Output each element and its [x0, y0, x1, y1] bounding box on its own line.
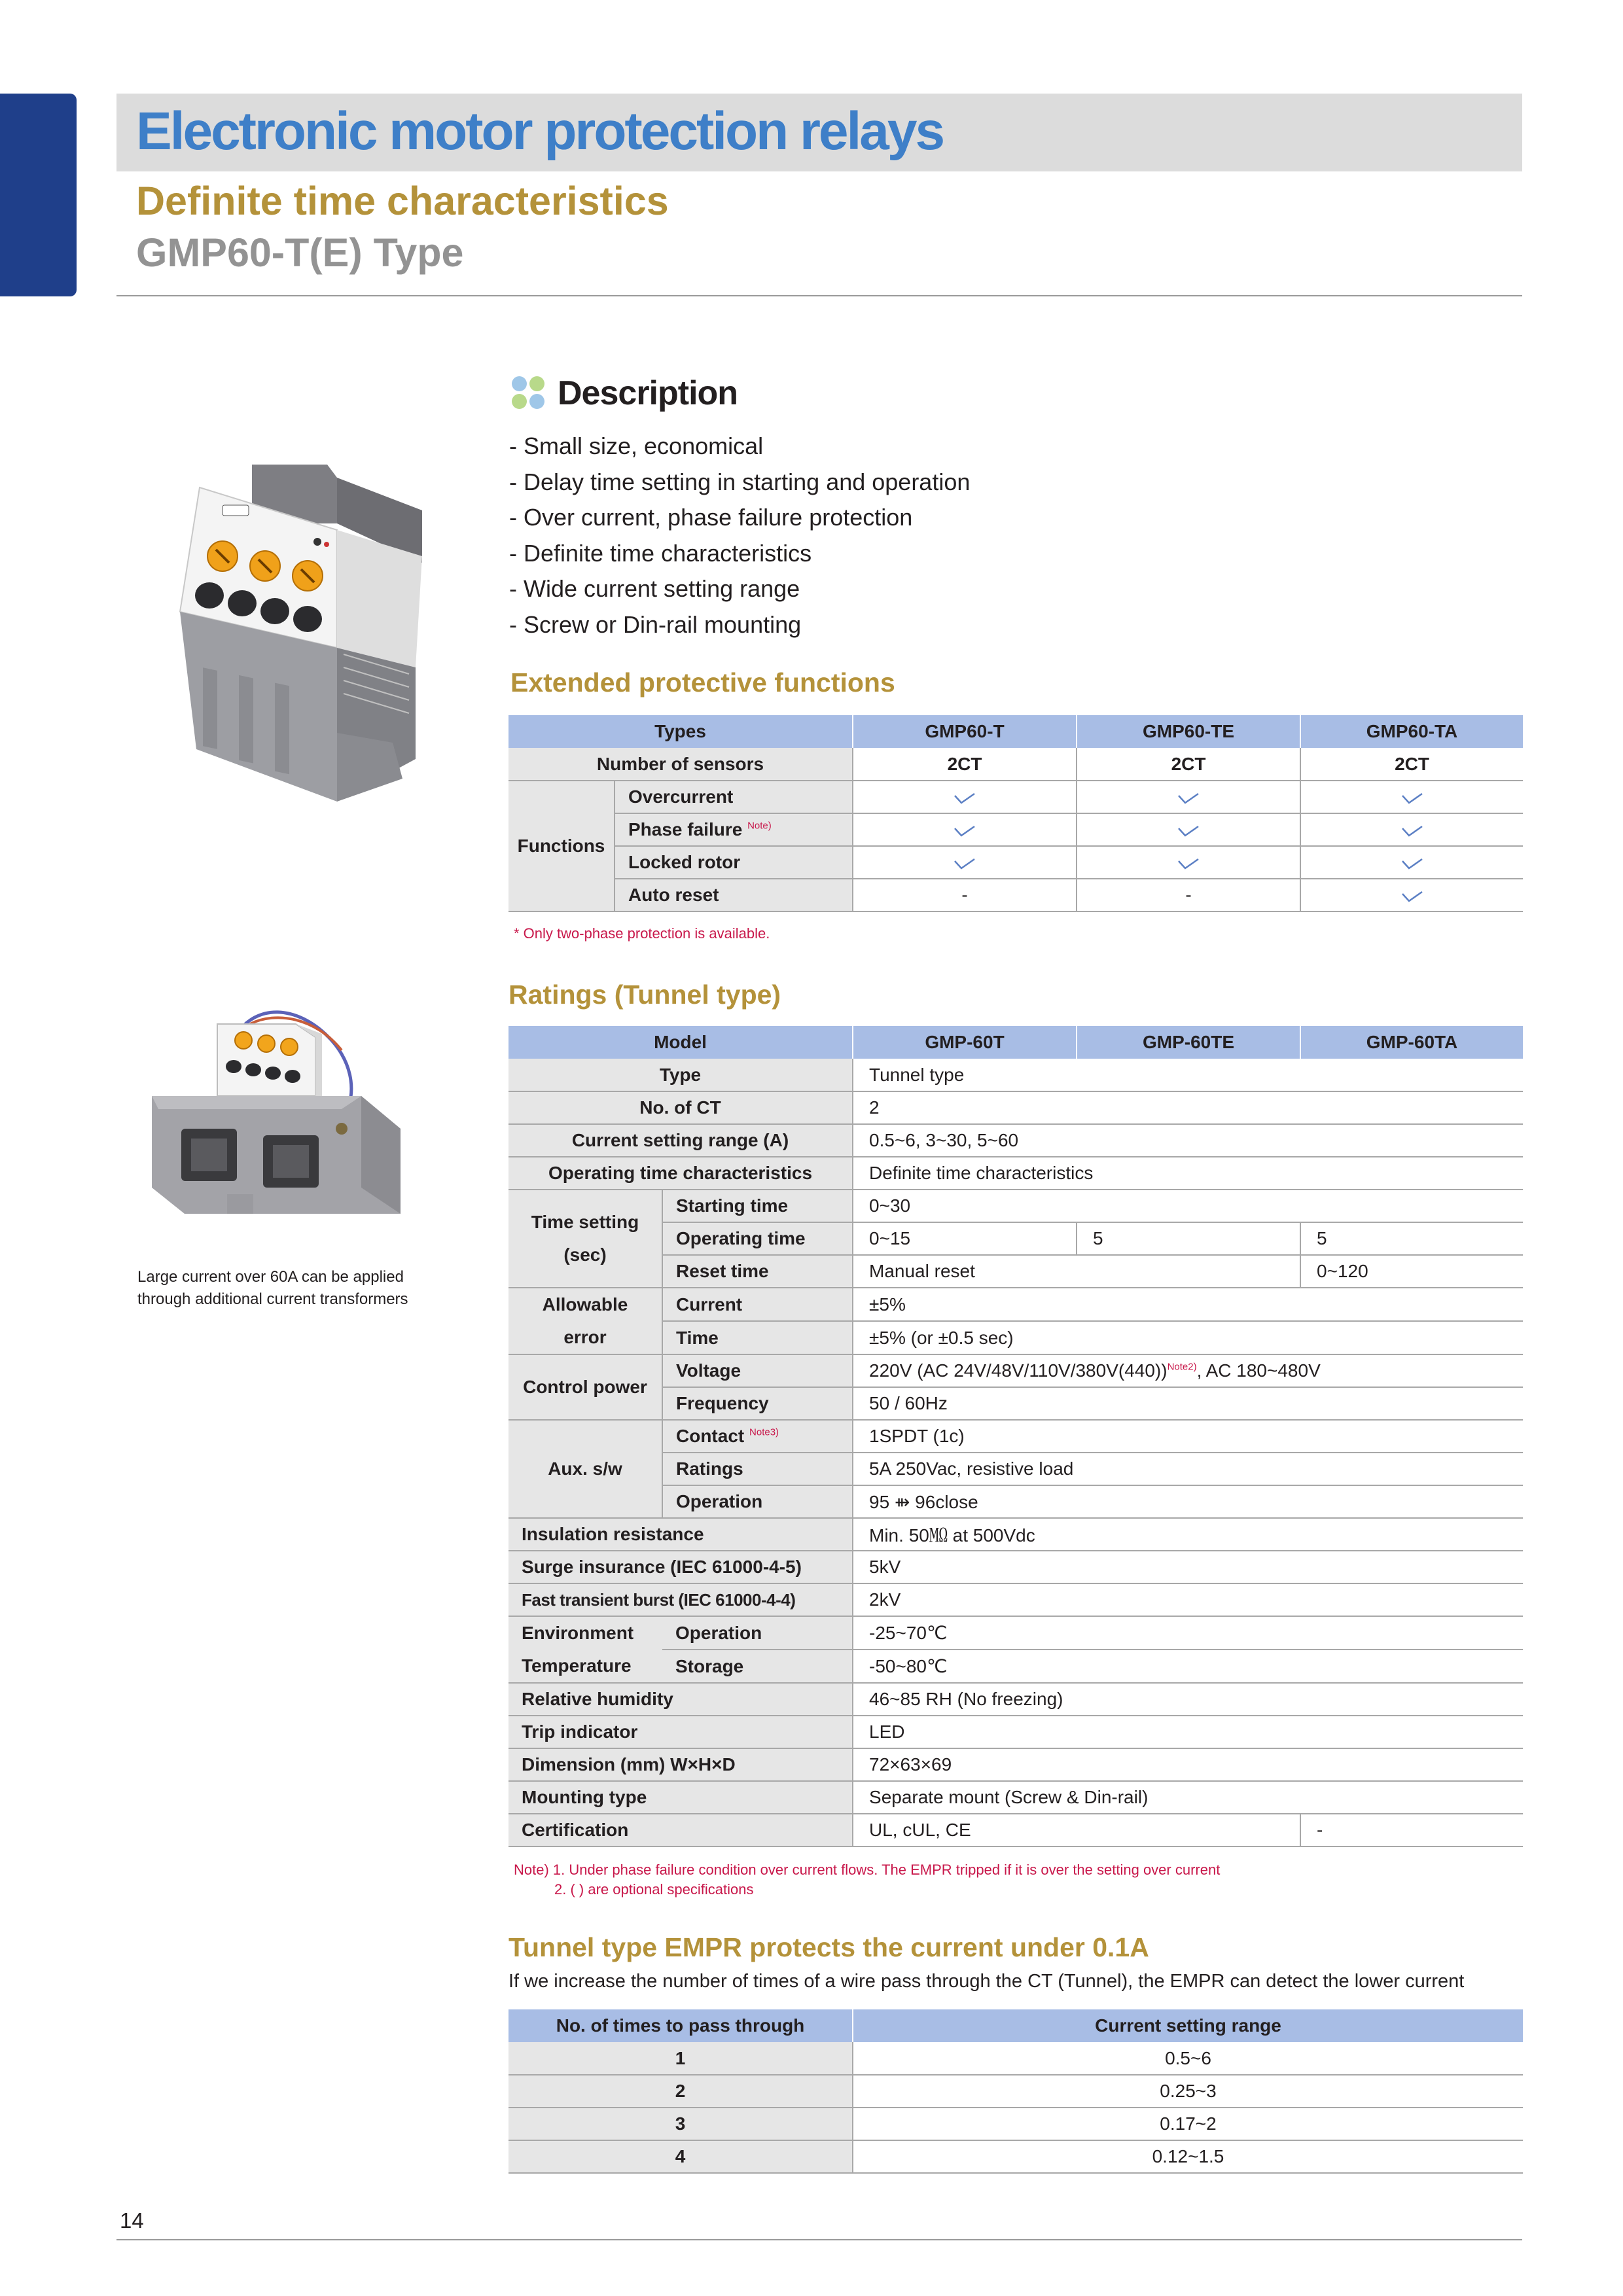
- row-label: Current setting range (A): [508, 1124, 853, 1157]
- table-row: [508, 1157, 1523, 1190]
- checkmark-icon: [1177, 857, 1200, 870]
- chapter-tab: [0, 94, 77, 296]
- checkmark-icon: [1401, 857, 1423, 870]
- header-cell: GMP60-T: [853, 715, 1077, 748]
- cell: LED: [853, 1716, 1523, 1748]
- table-header-row: [508, 2009, 1523, 2042]
- row-label: Operating time: [662, 1222, 853, 1255]
- checkmark-icon: [1177, 792, 1200, 805]
- row-label: No. of CT: [508, 1091, 853, 1124]
- cell: 0.25~3: [853, 2075, 1523, 2108]
- row-label: Locked rotor: [615, 846, 853, 879]
- row-label: Current: [662, 1288, 853, 1321]
- table-row: [508, 781, 1523, 813]
- product-type: GMP60-T(E) Type: [136, 230, 464, 275]
- table-row: [508, 1616, 1523, 1650]
- row-label: Operation: [662, 1485, 853, 1518]
- description-item: - Wide current setting range: [509, 575, 800, 603]
- row-group-label: Aux. s/w: [508, 1420, 662, 1518]
- extended-functions-heading: Extended protective functions: [510, 667, 895, 698]
- table-row: [508, 1551, 1523, 1583]
- cell: 5kV: [853, 1551, 1523, 1583]
- row-group-label: Control power: [508, 1354, 662, 1420]
- cell: -50~80℃: [853, 1650, 1523, 1683]
- table-row: [508, 2108, 1523, 2140]
- cell: Separate mount (Screw & Din-rail): [853, 1781, 1523, 1814]
- description-item: - Small size, economical: [509, 433, 764, 459]
- row-label: Ratings: [662, 1453, 853, 1485]
- row-label: Auto reset: [615, 879, 853, 911]
- checkmark-icon: [1401, 824, 1423, 838]
- note-marker: Note): [747, 820, 772, 832]
- cell: [853, 846, 1077, 879]
- row-label: 4: [508, 2140, 853, 2173]
- photo-caption: Large current over 60A can be applied through additional current transformers: [137, 1268, 408, 1308]
- cell: -: [1077, 879, 1300, 911]
- cell: Definite time characteristics: [853, 1157, 1523, 1190]
- cell: 0.17~2: [853, 2108, 1523, 2140]
- description-list: [509, 429, 970, 643]
- cell: 2CT: [853, 748, 1077, 781]
- cell: -: [1300, 1814, 1523, 1846]
- cell: 1SPDT (1c): [853, 1420, 1523, 1453]
- table-row: [508, 2042, 1523, 2075]
- table-row: [508, 1124, 1523, 1157]
- table-row: [508, 846, 1523, 879]
- note-marker: Note2): [1167, 1361, 1197, 1373]
- cell: Tunnel type: [853, 1059, 1523, 1091]
- cell: [1077, 846, 1300, 879]
- row-label: Number of sensors: [508, 748, 853, 781]
- header-cell: No. of times to pass through: [508, 2009, 853, 2042]
- table-row: [508, 1420, 1523, 1453]
- table-header-row: [508, 715, 1523, 748]
- header-cell: GMP60-TE: [1077, 715, 1300, 748]
- table-row: [508, 879, 1523, 911]
- cell: -: [853, 879, 1077, 911]
- cell: 46~85 RH (No freezing): [853, 1683, 1523, 1716]
- row-group-label: Allowable error: [508, 1288, 662, 1354]
- table-row: [508, 813, 1523, 846]
- cell: ±5%: [853, 1288, 1523, 1321]
- row-group-label: Time setting (sec): [508, 1190, 662, 1288]
- cell: 5: [1077, 1222, 1300, 1255]
- row-label: Certification: [508, 1814, 853, 1846]
- row-label: Fast transient burst (IEC 61000-4-4): [508, 1583, 853, 1616]
- checkmark-icon: [954, 824, 976, 838]
- row-label: Surge insurance (IEC 61000-4-5): [508, 1551, 853, 1583]
- header-cell: Model: [508, 1026, 853, 1059]
- row-label: Reset time: [662, 1255, 853, 1288]
- cell: 0~120: [1300, 1255, 1523, 1288]
- row-label: Relative humidity: [508, 1683, 853, 1716]
- row-label: Voltage: [662, 1354, 853, 1387]
- cell: 2CT: [1300, 748, 1523, 781]
- table-row: [508, 1583, 1523, 1616]
- page-number: 14: [120, 2208, 144, 2233]
- cell: 2kV: [853, 1583, 1523, 1616]
- cell: [853, 813, 1077, 846]
- cell: -25~70℃: [853, 1616, 1523, 1650]
- extended-footnote: * Only two-phase protection is available.: [514, 925, 770, 942]
- row-label: Trip indicator: [508, 1716, 853, 1748]
- tunnel-heading: Tunnel type EMPR protects the current under 0.1A: [508, 1932, 1149, 1962]
- cell: 72×63×69: [853, 1748, 1523, 1781]
- cell: 2: [853, 1091, 1523, 1124]
- table-row: [508, 1091, 1523, 1124]
- table-row: [508, 2075, 1523, 2108]
- checkmark-icon: [954, 857, 976, 870]
- row-label: Dimension (mm) W×H×D: [508, 1748, 853, 1781]
- cell: 2CT: [1077, 748, 1300, 781]
- ratings-notes: Note) 1. Under phase failure condition over current flows. The EMPR tripped if it is over the setting over current 2. ( ) are optional specifications: [514, 1862, 1221, 1898]
- description-item: - Delay time setting in starting and operation: [509, 468, 971, 495]
- cell: Min. 50㏁ at 500Vdc: [853, 1518, 1523, 1551]
- tunnel-relay-product-photo: [145, 998, 407, 1250]
- cell: 0.12~1.5: [853, 2140, 1523, 2173]
- cell: [1300, 781, 1523, 813]
- cell: 0.5~6: [853, 2042, 1523, 2075]
- tunnel-description: If we increase the number of times of a wire pass through the CT (Tunnel), the EMPR can detect the lower current: [508, 1971, 1465, 1992]
- checkmark-icon: [1177, 824, 1200, 838]
- cell: [1300, 846, 1523, 879]
- table-row: [508, 748, 1523, 781]
- description-item: - Definite time characteristics: [509, 539, 812, 567]
- row-label: Insulation resistance: [508, 1518, 853, 1551]
- table-row: [508, 1354, 1523, 1387]
- row-label: 3: [508, 2108, 853, 2140]
- row-label: 1: [508, 2042, 853, 2075]
- row-label: Operating time characteristics: [508, 1157, 853, 1190]
- row-group-label: Functions: [508, 781, 615, 911]
- header-cell: GMP-60T: [853, 1026, 1077, 1059]
- checkmark-icon: [1401, 792, 1423, 805]
- row-label: Phase failure $^{Note)}$: [615, 813, 853, 846]
- row-label: Contact $^{Note3)}$: [662, 1420, 853, 1453]
- table-row: [508, 1190, 1523, 1222]
- row-label: Frequency: [662, 1387, 853, 1420]
- row-group-label: Environment Temperature: [508, 1616, 662, 1683]
- header-cell: GMP-60TE: [1077, 1026, 1300, 1059]
- table-row: [508, 1716, 1523, 1748]
- checkmark-icon: [1401, 890, 1423, 903]
- table-row: [508, 1814, 1523, 1846]
- relay-product-photo: [141, 458, 429, 811]
- ratings-table: [508, 1026, 1523, 1847]
- bullet-clover-icon: [512, 376, 546, 410]
- table-header-row: [508, 1026, 1523, 1059]
- cell: 0~15: [853, 1222, 1077, 1255]
- row-label: Type: [508, 1059, 853, 1091]
- cell: 5A 250Vac, resistive load: [853, 1453, 1523, 1485]
- cell: 5: [1300, 1222, 1523, 1255]
- cell: [1077, 781, 1300, 813]
- page-title: Electronic motor protection relays: [136, 101, 944, 161]
- description-item: - Screw or Din-rail mounting: [509, 610, 802, 638]
- description-item: - Over current, phase failure protection: [509, 504, 913, 531]
- row-label: Mounting type: [508, 1781, 853, 1814]
- ratings-heading: Ratings (Tunnel type): [508, 980, 781, 1010]
- table-row: [508, 1781, 1523, 1814]
- footer-divider: [116, 2239, 1522, 2240]
- row-label: Storage: [662, 1650, 853, 1683]
- table-row: [508, 1288, 1523, 1321]
- table-row: [508, 2140, 1523, 2173]
- description-heading: Description: [512, 374, 738, 413]
- cell: [853, 781, 1077, 813]
- table-row: [508, 1059, 1523, 1091]
- cell: [1300, 813, 1523, 846]
- cell: ±5% (or ±0.5 sec): [853, 1321, 1523, 1354]
- row-label: Time: [662, 1321, 853, 1354]
- header-divider: [116, 295, 1522, 296]
- table-row: [508, 1518, 1523, 1551]
- header-cell: GMP-60TA: [1300, 1026, 1523, 1059]
- note-marker: Note3): [749, 1426, 779, 1438]
- page-subtitle: Definite time characteristics: [136, 179, 669, 223]
- cell: 0~30: [853, 1190, 1523, 1222]
- table-row: [508, 1683, 1523, 1716]
- cell: [1077, 813, 1300, 846]
- header-cell: GMP60-TA: [1300, 715, 1523, 748]
- header-cell: Current setting range: [853, 2009, 1523, 2042]
- checkmark-icon: [954, 792, 976, 805]
- cell: Manual reset: [853, 1255, 1300, 1288]
- cell: 220V (AC 24V/48V/110V/380V(440))$^{Note2)}$, AC 180~480V: [853, 1354, 1523, 1387]
- title-bar: [116, 94, 1522, 171]
- cell: [1300, 879, 1523, 911]
- cell: 50 / 60Hz: [853, 1387, 1523, 1420]
- extended-functions-table: [508, 715, 1523, 912]
- tunnel-table: [508, 2009, 1523, 2174]
- cell: UL, cUL, CE: [853, 1814, 1300, 1846]
- row-label: Operation: [662, 1616, 853, 1650]
- table-row: [508, 1748, 1523, 1781]
- row-label: Starting time: [662, 1190, 853, 1222]
- row-label: Overcurrent: [615, 781, 853, 813]
- header-cell: Types: [508, 715, 853, 748]
- row-label: 2: [508, 2075, 853, 2108]
- cell: 95 ⇻ 96close: [853, 1485, 1523, 1518]
- cell: 0.5~6, 3~30, 5~60: [853, 1124, 1523, 1157]
